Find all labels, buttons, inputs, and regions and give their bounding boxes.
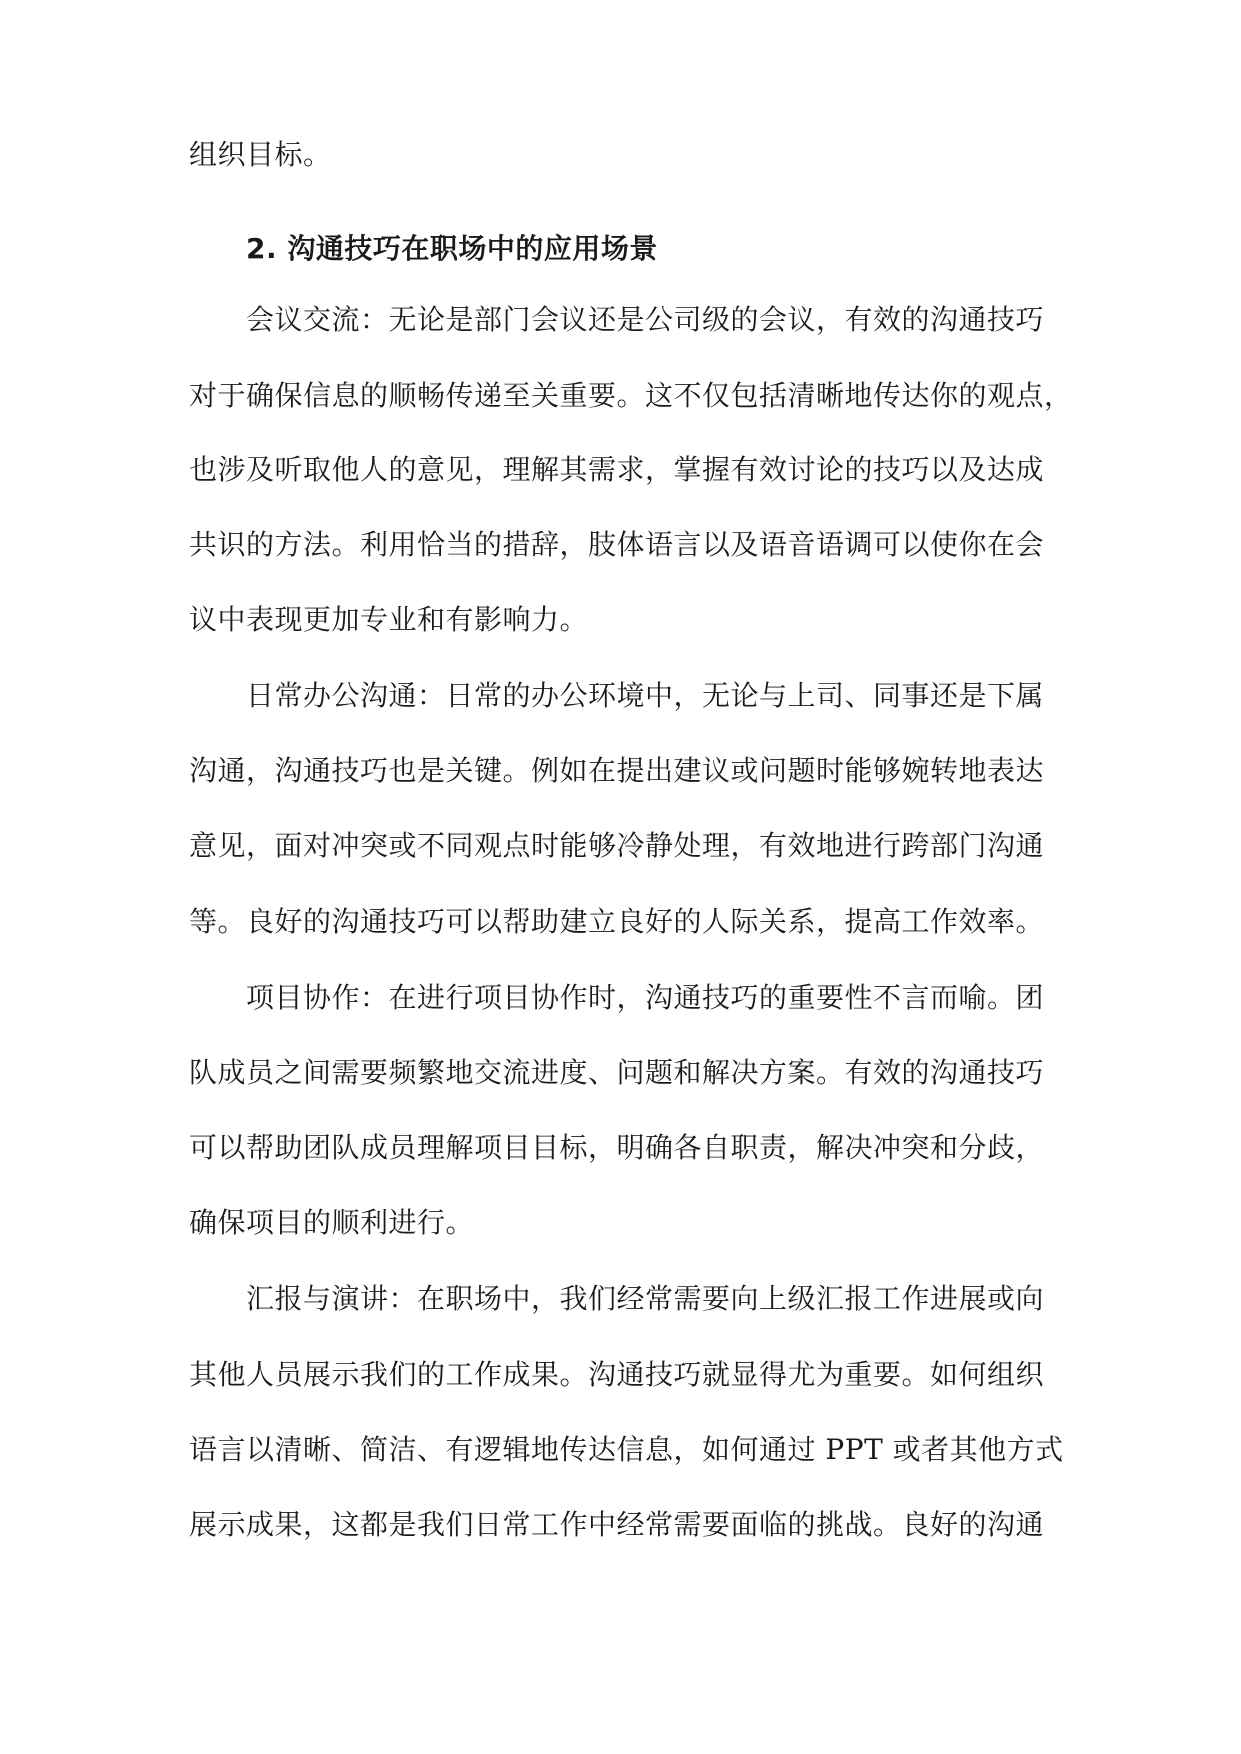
paragraph-line: 确保项目的顺利进行。: [189, 1206, 475, 1239]
paragraph-line: 语言以清晰、简洁、有逻辑地传达信息，如何通过 PPT 或者其他方式: [189, 1433, 1064, 1466]
paragraph-line: 队成员之间需要频繁地交流进度、问题和解决方案。有效的沟通技巧: [189, 1056, 1045, 1089]
paragraph-line: 日常办公沟通：日常的办公环境中，无论与上司、同事还是下属: [246, 679, 1045, 712]
paragraph-line: 等。良好的沟通技巧可以帮助建立良好的人际关系，提高工作效率。: [189, 905, 1045, 938]
section-heading: 2. 沟通技巧在职场中的应用场景: [246, 232, 658, 265]
paragraph-line: 其他人员展示我们的工作成果。沟通技巧就显得尤为重要。如何组织: [189, 1358, 1045, 1391]
paragraph-line: 可以帮助团队成员理解项目目标，明确各自职责，解决冲突和分歧，: [189, 1131, 1045, 1164]
paragraph-line: 沟通，沟通技巧也是关键。例如在提出建议或问题时能够婉转地表达: [189, 754, 1045, 787]
paragraph-line: 展示成果，这都是我们日常工作中经常需要面临的挑战。良好的沟通: [189, 1508, 1045, 1541]
paragraph-line: 组织目标。: [189, 138, 332, 171]
paragraph-line: 意见，面对冲突或不同观点时能够冷静处理，有效地进行跨部门沟通: [189, 829, 1045, 862]
paragraph-line: 汇报与演讲：在职场中，我们经常需要向上级汇报工作进展或向: [246, 1282, 1045, 1315]
paragraph-line: 议中表现更加专业和有影响力。: [189, 603, 589, 636]
paragraph-line: 共识的方法。利用恰当的措辞，肢体语言以及语音语调可以使你在会: [189, 528, 1045, 561]
paragraph-line: 对于确保信息的顺畅传递至关重要。这不仅包括清晰地传达你的观点，: [189, 379, 1073, 412]
paragraph-line: 也涉及听取他人的意见，理解其需求，掌握有效讨论的技巧以及达成: [189, 453, 1045, 486]
paragraph-line: 会议交流：无论是部门会议还是公司级的会议，有效的沟通技巧: [246, 303, 1045, 336]
paragraph-line: 项目协作：在进行项目协作时，沟通技巧的重要性不言而喻。团: [246, 981, 1045, 1014]
